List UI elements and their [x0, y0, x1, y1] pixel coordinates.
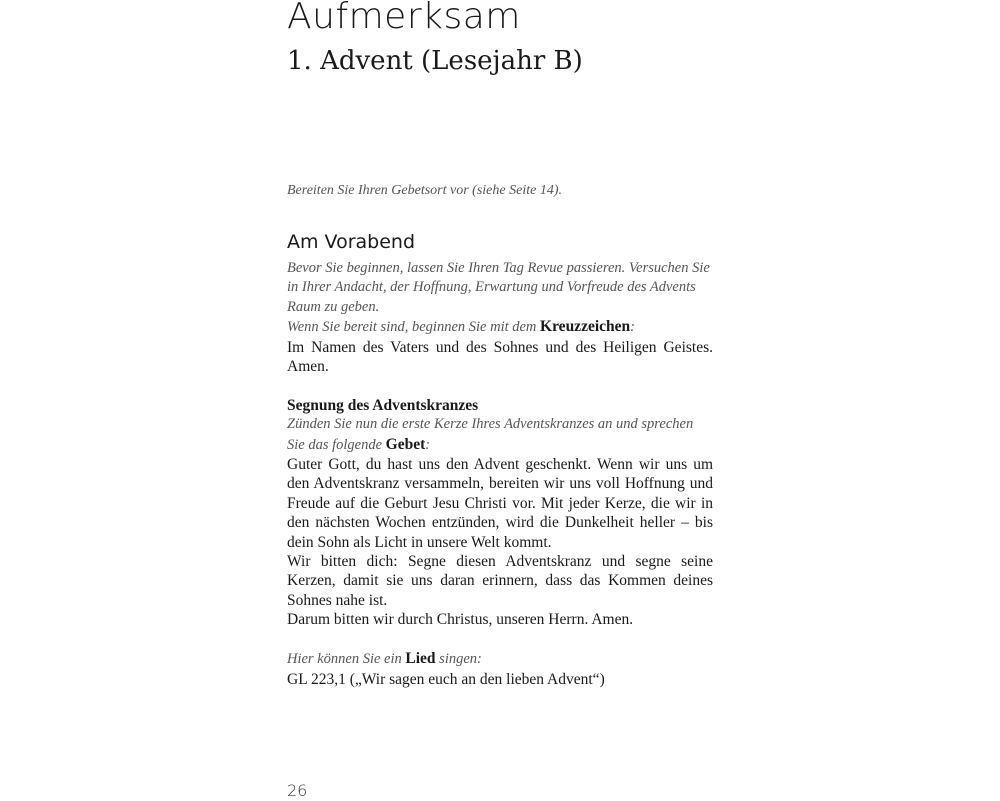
- document-page: [287, 0, 713, 800]
- page-subtitle: 1. Advent (Lesejahr B): [287, 46, 583, 76]
- song-instruction-keyword: Lied: [405, 650, 436, 668]
- blessing-instruction-after: :: [425, 436, 431, 453]
- song-reference: GL 223,1 („Wir sagen euch an den lieben Advent“): [287, 670, 605, 688]
- song-instruction: [287, 649, 713, 669]
- section-body: [287, 259, 713, 689]
- cross-text: Im Namen des Vaters und des Sohnes und des Heiligen Geistes. Amen.: [287, 338, 713, 376]
- spacer: [287, 630, 713, 649]
- cross-instruction-keyword: Kreuzzeichen: [540, 318, 631, 336]
- section-heading: Am Vorabend: [287, 231, 415, 253]
- page-title: Aufmerksam: [287, 0, 521, 37]
- song-instruction-before: Hier können Sie ein: [287, 651, 406, 668]
- song-instruction-after: singen:: [435, 651, 482, 668]
- blessing-instruction-keyword: Gebet: [385, 435, 426, 453]
- prayer-paragraph: Wir bitten dich: Segne diesen Adventskranz und segne seine Kerzen, damit sie uns daran erinnern, dass das Kommen deines Sohnes nahe ist.: [287, 553, 713, 609]
- cross-instruction: [287, 317, 713, 337]
- blessing-instruction-before: Zünden Sie nun die erste Kerze Ihres Adventskranzes an und sprechen Sie das folgende: [287, 416, 694, 453]
- cross-instruction-before: Wenn Sie bereit sind, beginnen Sie mit dem: [287, 319, 541, 336]
- page-number: 26: [287, 781, 308, 800]
- cross-instruction-after: :: [630, 319, 635, 336]
- blessing-instruction: [287, 415, 713, 455]
- prayer-paragraph: Darum bitten wir durch Christus, unseren Herrn. Amen.: [287, 611, 634, 629]
- spacer: [287, 376, 713, 395]
- prayer-paragraph: Guter Gott, du hast uns den Advent geschenkt. Wenn wir uns um den Adventskranz versammeln, bereiten wir uns voll Hoffnung und Freude auf die Geburt Jesu Christi vor. Mit jeder Kerze, die wir in den nächsten Wochen entzünden, wird die Dunkelheit heller – bis dein Sohn als Licht in unsere Welt kommt.: [287, 456, 713, 551]
- preparation-note: Bereiten Sie Ihren Gebetsort vor (siehe Seite 14).: [287, 183, 562, 198]
- intro-instruction: Bevor Sie beginnen, lassen Sie Ihren Tag Revue passieren. Versuchen Sie in Ihrer Andacht, der Hoffnung, Erwartung und Vorfreude des Advents Raum zu geben.: [287, 260, 710, 315]
- blessing-heading: Segnung des Adventskranzes: [287, 396, 479, 414]
